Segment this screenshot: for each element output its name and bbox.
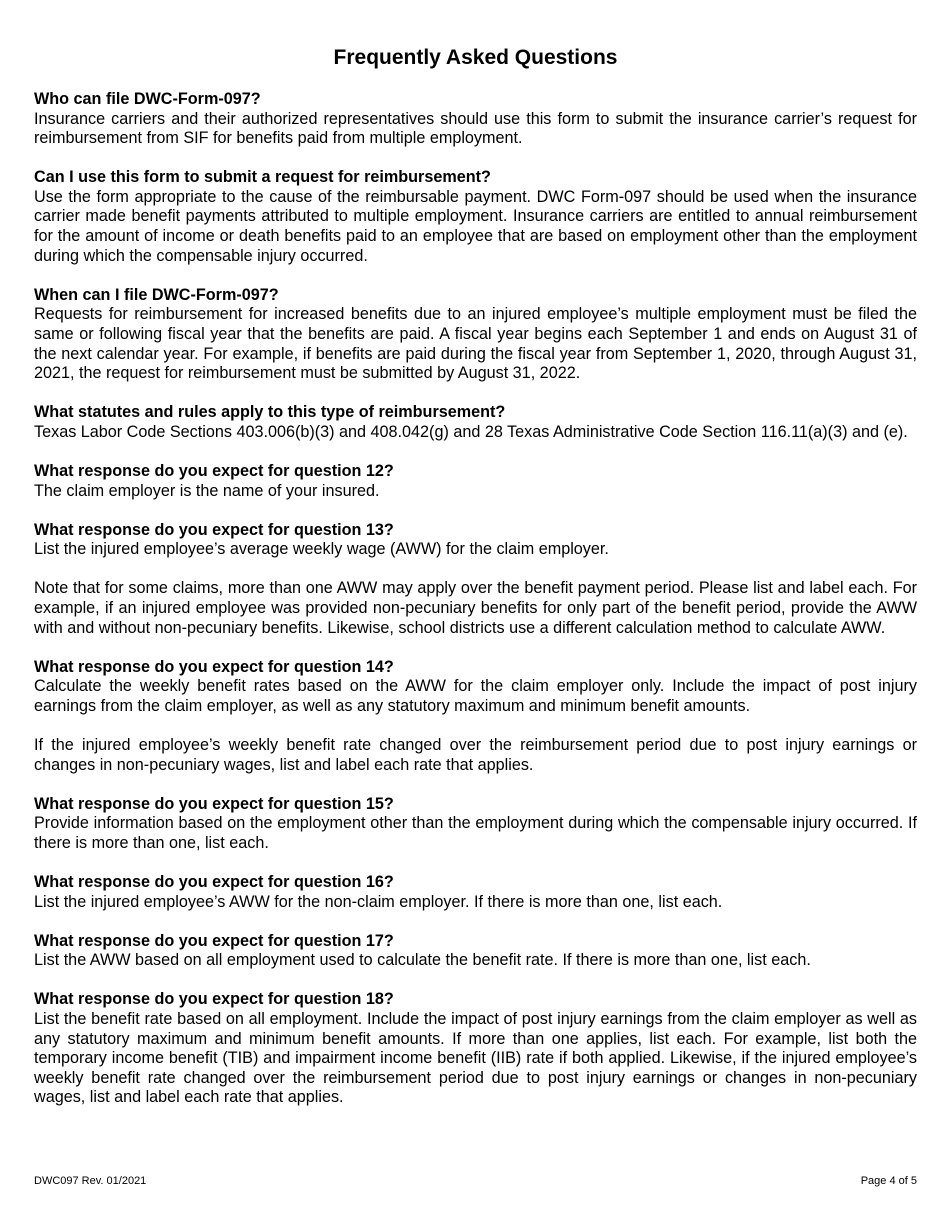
- faq-list: [34, 90, 917, 1127]
- faq-question: Can I use this form to submit a request for reimbursement?: [34, 168, 491, 187]
- faq-question: Who can file DWC-Form-097?: [34, 90, 261, 108]
- faq-item: [34, 462, 917, 501]
- faq-question: When can I file DWC-Form-097?: [34, 285, 279, 304]
- faq-answer: The claim employer is the name of your insured.: [34, 481, 380, 500]
- faq-question: What response do you expect for question 17?: [34, 931, 394, 950]
- faq-answer: List the injured employee’s average weekly wage (AWW) for the claim employer.: [34, 540, 609, 559]
- faq-item: [34, 658, 917, 776]
- form-revision: DWC097 Rev. 01/2021: [34, 1175, 147, 1187]
- faq-answer: Insurance carriers and their authorized representatives should use this form to submit the insurance carrier’s request for reimbursement from SIF for benefits paid from multiple employment.: [34, 109, 917, 148]
- faq-question: What response do you expect for question 12?: [34, 461, 394, 480]
- faq-answer: Requests for reimbursement for increased benefits due to an injured employee’s multiple employment must be filed the same or following fiscal year that the benefits are paid. A fiscal year begins each September 1 and ends on August 31 of the next calendar year. For example, if benefits are paid during the fiscal year from September 1, 2020, through August 31, 2021, the request for reimbursement must be submitted by August 31, 2022.: [34, 305, 917, 383]
- faq-answer: List the AWW based on all employment used to calculate the benefit rate. If there is more than one, list each.: [34, 951, 811, 970]
- faq-answer: Provide information based on the employment other than the employment during which the compensable injury occurred. If there is more than one, list each.: [34, 814, 917, 852]
- faq-question: What response do you expect for question 18?: [34, 990, 394, 1009]
- faq-answer: If the injured employee’s weekly benefit rate changed over the reimbursement period due to post injury earnings or changes in non-pecuniary wages, list and label each rate that applies.: [34, 736, 917, 774]
- faq-answer: List the injured employee’s AWW for the non-claim employer. If there is more than one, list each.: [34, 892, 723, 911]
- faq-item: [34, 990, 917, 1108]
- faq-item: [34, 168, 917, 266]
- faq-item: [34, 521, 917, 639]
- faq-item: [34, 286, 917, 384]
- faq-question: What response do you expect for question 16?: [34, 873, 394, 891]
- faq-question: What response do you expect for question 14?: [34, 657, 394, 676]
- faq-answer: List the benefit rate based on all employment. Include the impact of post injury earnings from the claim employer as well as any statutory maximum and minimum benefit amounts. If more than one applies, list each. For example, list both the temporary income benefit (TIB) and impairment income benefit (IIB) rate if both applied. Likewise, if the injured employee’s weekly benefit rate changed over the reimbursement period due to post injury earnings or changes in non-pecuniary wages, list and label each rate that applies.: [34, 1009, 917, 1107]
- faq-item: [34, 932, 917, 971]
- faq-answer: Texas Labor Code Sections 403.006(b)(3) and 408.042(g) and 28 Texas Administrative Code Section 116.11(a)(3) and (e).: [34, 422, 908, 441]
- faq-question: What response do you expect for question 13?: [34, 520, 394, 539]
- page-number: Page 4 of 5: [860, 1175, 917, 1187]
- faq-item: [34, 873, 917, 912]
- faq-answer: Use the form appropriate to the cause of the reimbursable payment. DWC Form-097 should be used when the insurance carrier made benefit payments attributed to multiple employment. Insurance carriers are entitled to annual reimbursement for the amount of income or death benefits paid to an employee that are based on employment other than the employment during which the compensable injury occurred.: [34, 187, 917, 265]
- faq-answer: Note that for some claims, more than one AWW may apply over the benefit payment period. Please list and label each. For example, if an injured employee was provided non-pecuniary benefits for only part of the benefit period, provide the AWW with and without non-pecuniary benefits. Likewise, school districts use a different calculation method to calculate AWW.: [34, 579, 917, 637]
- faq-item: [34, 90, 917, 149]
- faq-question: What statutes and rules apply to this type of reimbursement?: [34, 403, 506, 422]
- faq-answer: Calculate the weekly benefit rates based on the AWW for the claim employer only. Include the impact of post injury earnings from the claim employer, as well as any statutory maximum and minimum benefit amounts.: [34, 677, 917, 715]
- faq-item: [34, 795, 917, 854]
- faq-question: What response do you expect for question 15?: [34, 794, 394, 813]
- faq-item: [34, 403, 917, 442]
- page-title: Frequently Asked Questions: [333, 46, 618, 69]
